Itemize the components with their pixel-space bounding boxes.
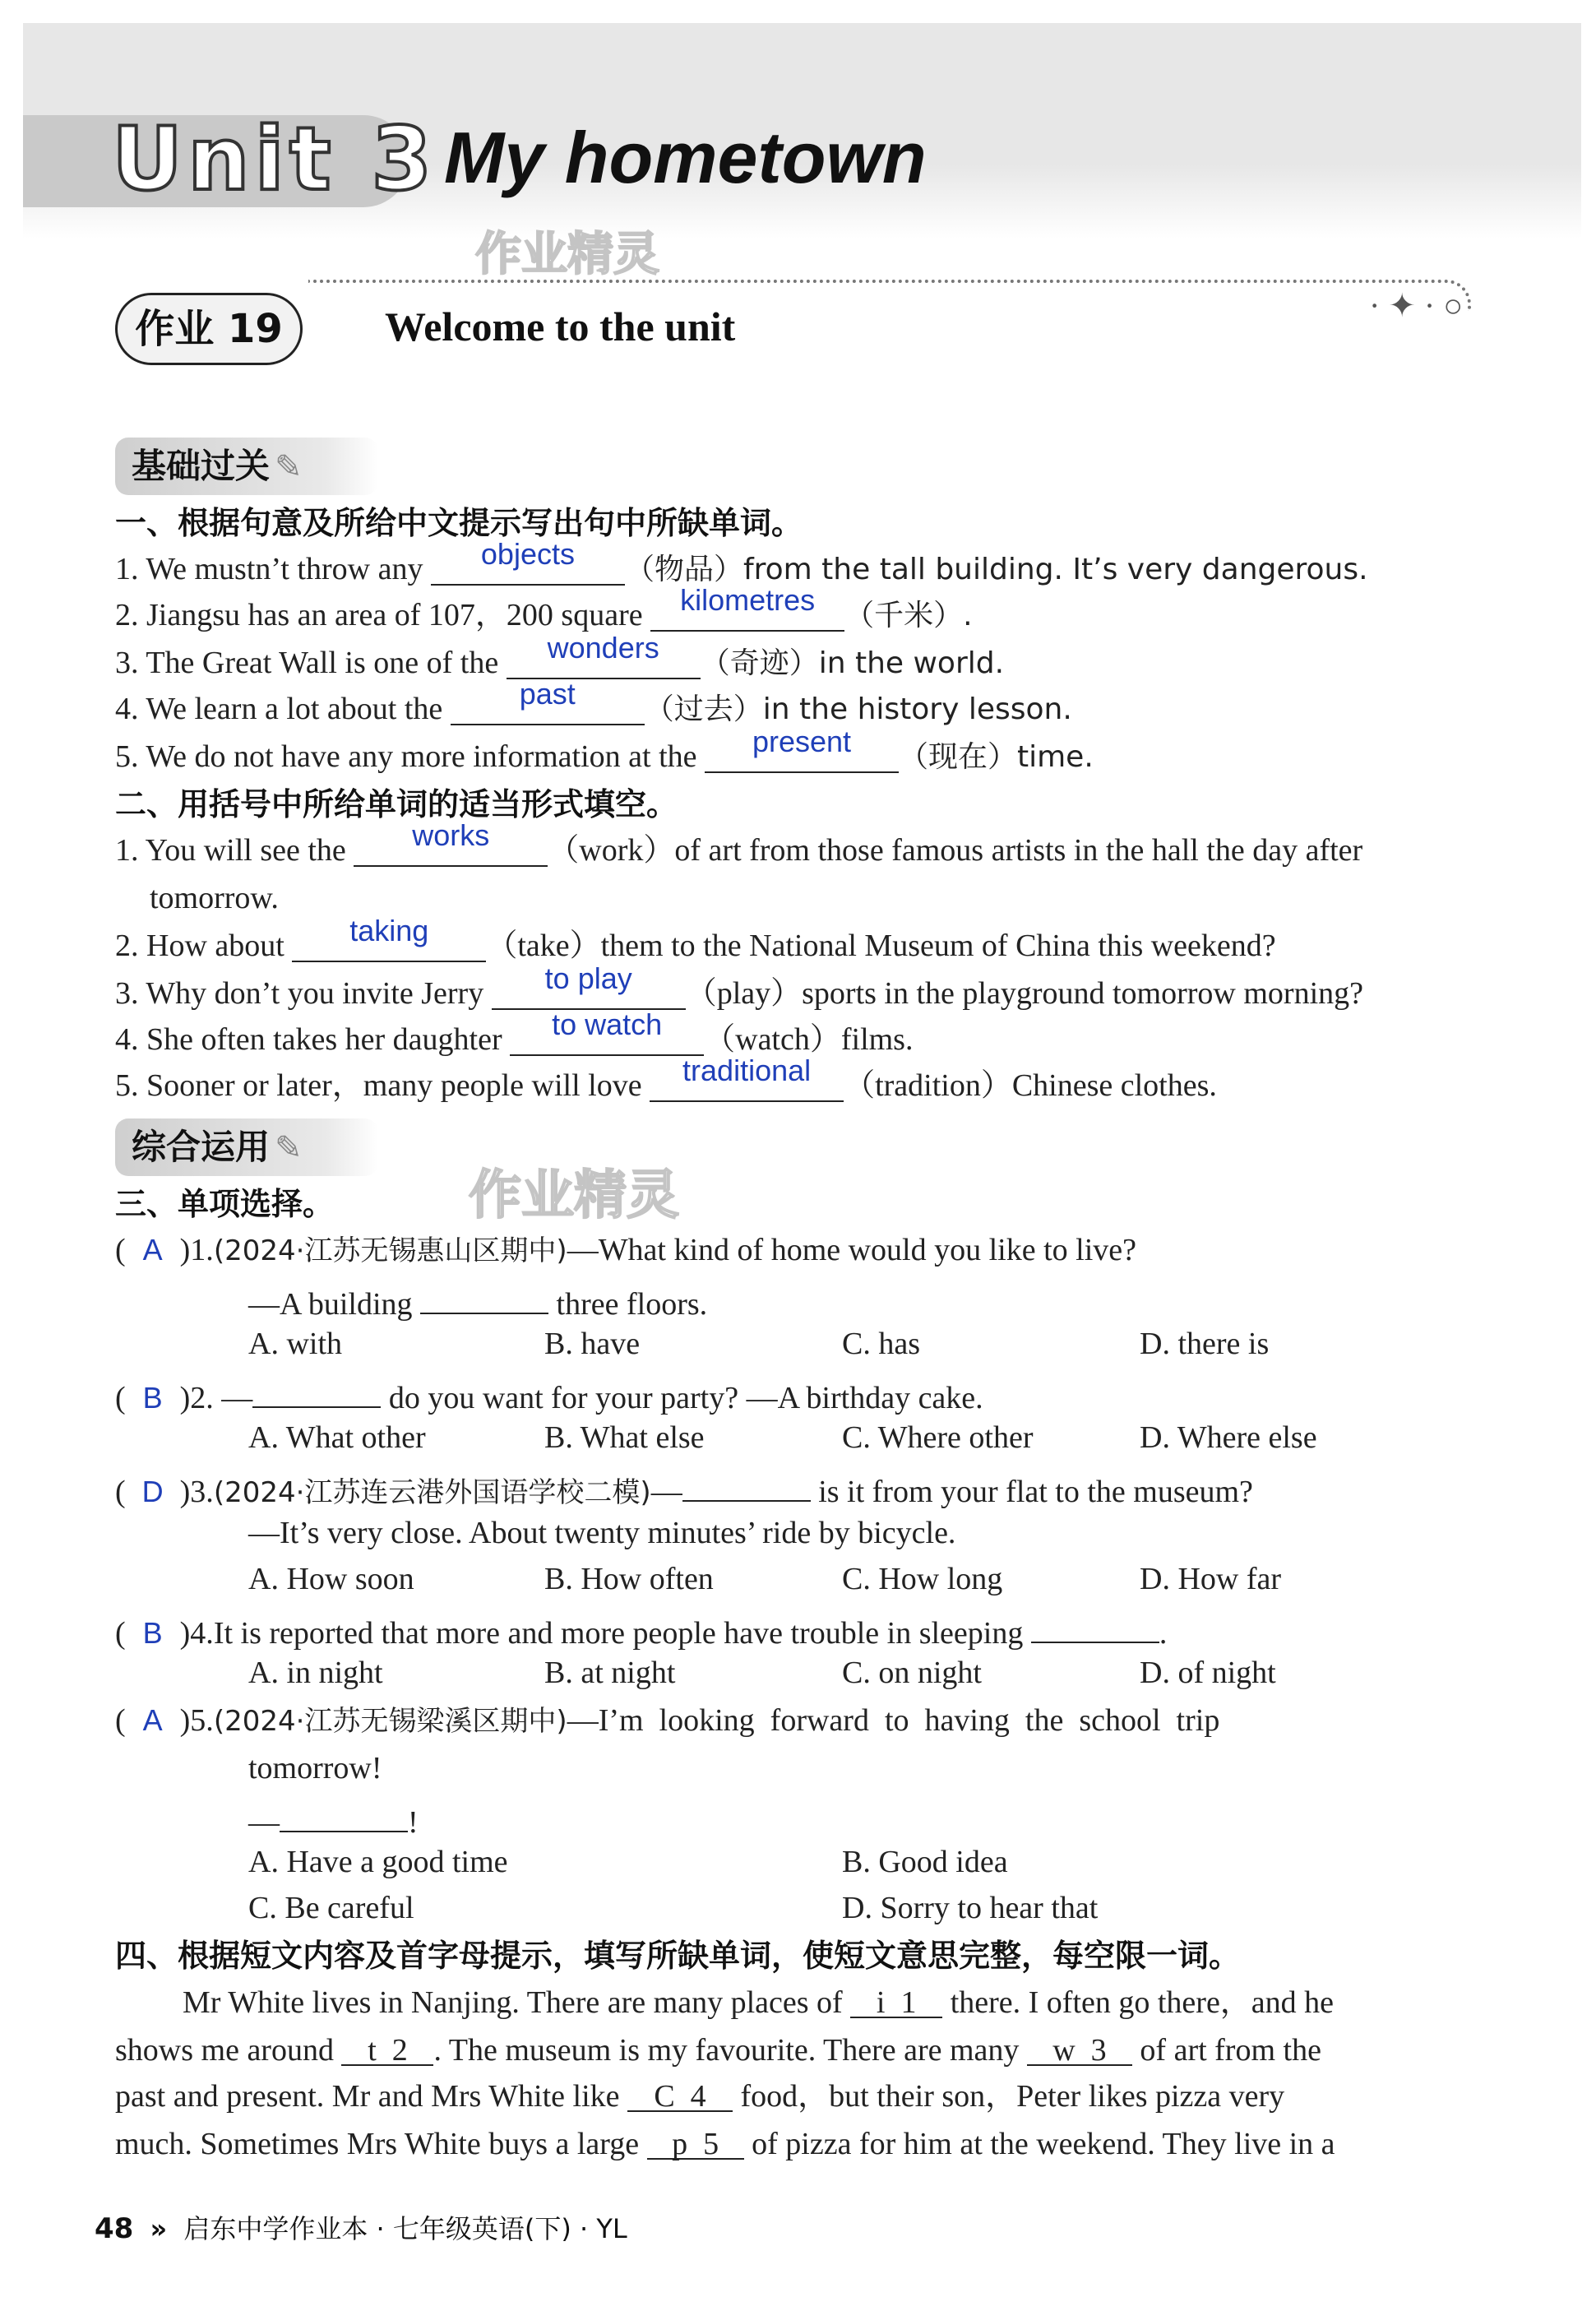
item-text: 5. We do not have any more information at the (115, 739, 705, 774)
passage-text: much. Sometimes Mrs White buys a large (115, 2127, 647, 2161)
question-text: —A building (248, 1287, 421, 1322)
item-text: 4. We learn a lot about the (115, 692, 451, 726)
answer-blank (650, 1054, 844, 1102)
item-text: （take）them to the National Museum of China this weekend? (486, 929, 1276, 963)
mc-options-2 (248, 1415, 1317, 1461)
question-text: —I’m looking forward to having the school trip (567, 1703, 1220, 1738)
question-number: )4. (179, 1616, 214, 1651)
option-d[interactable]: D. Where else (1140, 1420, 1317, 1455)
mc-question-4: ( B )4.It is reported that more and more people have trouble in sleeping . (115, 1604, 1167, 1656)
passage-blank (627, 2072, 733, 2112)
answer-blank (507, 631, 701, 679)
part2-item-1-cont: tomorrow. (150, 881, 279, 915)
question-number: )1. (179, 1233, 214, 1267)
mc-answer: D (141, 1475, 164, 1508)
passage-text: shows me around (115, 2033, 342, 2068)
homework-label: 作业 19 (115, 293, 303, 365)
option-b[interactable]: B. Good idea (842, 1845, 1008, 1879)
item-text: 2. Jiangsu has an area of 107，200 square (115, 598, 651, 632)
mc-question-5-line2: tomorrow! (248, 1751, 382, 1785)
part3-heading: 三、单项选择。 (115, 1186, 335, 1222)
mc-question-5: ( A )5.(2024·江苏无锡梁溪区期中)—I’m looking forward to having the school trip (115, 1697, 1219, 1744)
answer-blank (252, 1369, 381, 1408)
option-a[interactable]: A. with (248, 1327, 342, 1361)
passage-blank (850, 1979, 942, 2018)
question-text: three floors. (548, 1287, 708, 1322)
option-c[interactable]: C. has (842, 1327, 920, 1361)
pencil-icon: ✎ (275, 448, 303, 486)
blank-letter: i (876, 1985, 886, 2020)
passage-line-1 (183, 1979, 1334, 2026)
blank-number: 2 (391, 2033, 408, 2068)
answer-text: taking (349, 914, 429, 947)
watermark-top: 作业精灵 (475, 228, 659, 281)
answer-text: present (752, 725, 852, 758)
passage-text: there. I often go there，and he (942, 1985, 1335, 2020)
part2-item-2 (115, 914, 1276, 969)
item-text: 4. She often takes her daughter (115, 1022, 511, 1057)
item-text: （物品）from the tall building. It’s very dangerous. (624, 553, 1368, 586)
item-text: （play）sports in the playground tomorrow morning? (685, 976, 1363, 1011)
question-text: —What kind of home would you like to live? (567, 1233, 1136, 1267)
option-c[interactable]: C. Be careful (248, 1891, 414, 1925)
option-b[interactable]: B. have (544, 1327, 641, 1361)
item-text: 2. How about (115, 929, 293, 963)
item-text: 1. We mustn’t throw any (115, 552, 431, 586)
item-text: （千米）. (844, 599, 973, 632)
passage-blank (341, 2026, 433, 2066)
part1-item-4 (115, 677, 1072, 733)
blank-number: 4 (690, 2079, 706, 2114)
item-text: 3. Why don’t you invite Jerry (115, 976, 492, 1011)
item-text: （watch）films. (704, 1022, 914, 1057)
option-c[interactable]: C. How long (842, 1562, 1003, 1596)
part1-item-5 (115, 725, 1094, 780)
item-text: 1. You will see the (115, 833, 354, 868)
unit-title: My hometown (444, 117, 927, 198)
mc-answer: B (142, 1381, 163, 1415)
option-d[interactable]: D. How far (1140, 1562, 1282, 1596)
part2-item-3 (115, 961, 1363, 1017)
sparkle-icon: · ✦ · ○ (1369, 287, 1464, 324)
question-text: — (248, 1805, 280, 1840)
passage-text: of pizza for him at the weekend. They live in a (743, 2127, 1335, 2161)
item-text: （奇迹）in the world. (700, 646, 1005, 680)
item-text: （过去）in the history lesson. (644, 692, 1072, 726)
answer-blank (1031, 1604, 1159, 1643)
part2-item-1 (115, 818, 1363, 873)
question-number: )3. (179, 1475, 214, 1509)
section-apply-label: 综合运用 (132, 1127, 271, 1167)
blank-number: 3 (1090, 2033, 1107, 2068)
blank-number: 5 (703, 2127, 719, 2161)
answer-blank (420, 1275, 548, 1314)
option-d[interactable]: D. Sorry to hear that (842, 1891, 1099, 1925)
option-b[interactable]: B. at night (544, 1656, 676, 1690)
question-text: do you want for your party? —A birthday cake. (381, 1381, 983, 1415)
section-basic-tag (115, 438, 378, 495)
answer-blank (492, 961, 686, 1010)
answer-text: kilometres (680, 583, 816, 617)
option-b[interactable]: B. What else (544, 1420, 705, 1455)
passage-line-2 (115, 2026, 1321, 2074)
book-title: 启东中学作业本 · 七年级英语(下) · YL (183, 2213, 627, 2244)
unit-label: Unit 3 (112, 109, 437, 210)
watermark-mid: 作业精灵 (469, 1165, 679, 1226)
question-text: . (1159, 1616, 1168, 1651)
question-number: )5. (179, 1703, 214, 1738)
mc-options-3 (248, 1556, 1281, 1602)
section-basic-label: 基础过关 (132, 446, 271, 486)
mc-options-4 (248, 1650, 1276, 1696)
question-number: )2. — (179, 1381, 253, 1415)
question-text: is it from your flat to the museum? (810, 1475, 1253, 1509)
pencil-icon: ✎ (275, 1129, 303, 1167)
mc-answer: A (142, 1703, 163, 1737)
question-source: (2024·江苏连云港外国语学校二模) (213, 1476, 651, 1509)
mc-question-1-line2 (248, 1275, 707, 1327)
part1-item-2 (115, 583, 973, 639)
answer-blank (682, 1462, 811, 1502)
answer-blank (451, 677, 645, 725)
answer-blank (280, 1793, 408, 1832)
section-apply-tag (115, 1118, 378, 1176)
answer-text: objects (480, 537, 575, 571)
answer-text: traditional (682, 1054, 812, 1087)
item-text: 5. Sooner or later，many people will love (115, 1068, 650, 1103)
blank-letter: t (368, 2033, 377, 2068)
page-footer (95, 2208, 627, 2249)
item-text: （tradition）Chinese clothes. (844, 1068, 1217, 1103)
option-a[interactable]: A. Have a good time (248, 1845, 508, 1879)
answer-text: to play (544, 961, 632, 995)
passage-blank (1027, 2026, 1132, 2066)
passage-text: Mr White lives in Nanjing. There are many places of (183, 1985, 851, 2020)
mc-question-1: ( A )1.(2024·江苏无锡惠山区期中)—What kind of home would you like to live? (115, 1227, 1136, 1274)
option-a[interactable]: A. How soon (248, 1562, 414, 1596)
blank-letter: p (672, 2127, 688, 2161)
option-b[interactable]: B. How often (544, 1562, 714, 1596)
part2-heading: 二、用括号中所给单词的适当形式填空。 (115, 786, 678, 822)
passage-text: of art from the (1131, 2033, 1321, 2068)
answer-blank (705, 725, 899, 773)
question-text: — (650, 1475, 682, 1509)
option-a[interactable]: A. What other (248, 1420, 426, 1455)
option-d[interactable]: D. of night (1140, 1656, 1276, 1690)
question-source: (2024·江苏无锡梁溪区期中) (213, 1705, 567, 1738)
mc-options-5b (248, 1885, 1098, 1931)
answer-text: wonders (547, 631, 659, 665)
mc-question-3: ( D )3.(2024·江苏连云港外国语学校二模)— is it from your flat to the museum? (115, 1462, 1253, 1516)
option-c[interactable]: C. Where other (842, 1420, 1034, 1455)
mc-options-5a (248, 1839, 1008, 1885)
passage-line-3 (115, 2072, 1284, 2120)
passage-text: past and present. Mr and Mrs White like (115, 2079, 627, 2114)
mc-answer: A (142, 1233, 163, 1267)
mc-question-3-line2: —It’s very close. About twenty minutes’ ride by bicycle. (248, 1516, 956, 1550)
answer-text: past (519, 677, 576, 711)
option-a[interactable]: A. in night (248, 1656, 383, 1690)
question-text: ! (408, 1805, 419, 1840)
mc-options-1 (248, 1321, 1269, 1367)
question-source: (2024·江苏无锡惠山区期中) (213, 1234, 567, 1267)
blank-number: 1 (900, 1985, 917, 2020)
answer-blank (650, 583, 844, 632)
option-d[interactable]: D. there is (1140, 1327, 1270, 1361)
page-number: 48 (95, 2212, 134, 2245)
part2-item-5 (115, 1054, 1217, 1109)
part1-heading: 一、根据句意及所给中文提示写出句中所缺单词。 (115, 505, 803, 541)
answer-blank (431, 537, 625, 586)
blank-letter: C (654, 2079, 675, 2114)
homework-title: Welcome to the unit (385, 303, 736, 350)
item-text: （现在）time. (899, 740, 1094, 774)
passage-blank (647, 2120, 744, 2160)
passage-text: . The museum is my favourite. There are many (433, 2033, 1027, 2068)
passage-text: food，but their son，Peter likes pizza very (733, 2079, 1285, 2114)
option-c[interactable]: C. on night (842, 1656, 982, 1690)
answer-text: to watch (552, 1007, 663, 1041)
mc-question-2: ( B )2. — do you want for your party? —A birthday cake. (115, 1369, 983, 1421)
item-text: （work）of art from those famous artists in the hall the day after (548, 833, 1363, 868)
answer-blank (354, 818, 548, 867)
answer-text: works (412, 818, 490, 852)
item-text: 3. The Great Wall is one of the (115, 646, 507, 680)
answer-blank (510, 1007, 704, 1056)
passage-line-4 (115, 2120, 1335, 2168)
mc-question-5-line3 (248, 1793, 419, 1846)
question-text: It is reported that more and more people have trouble in sleeping (213, 1616, 1031, 1651)
double-arrow-icon: » (150, 2213, 168, 2244)
blank-letter: w (1052, 2033, 1076, 2068)
mc-answer: B (142, 1616, 163, 1650)
answer-blank (292, 914, 486, 962)
part4-heading: 四、根据短文内容及首字母提示，填写所缺单词，使短文意思完整，每空限一词。 (115, 1938, 1241, 1974)
